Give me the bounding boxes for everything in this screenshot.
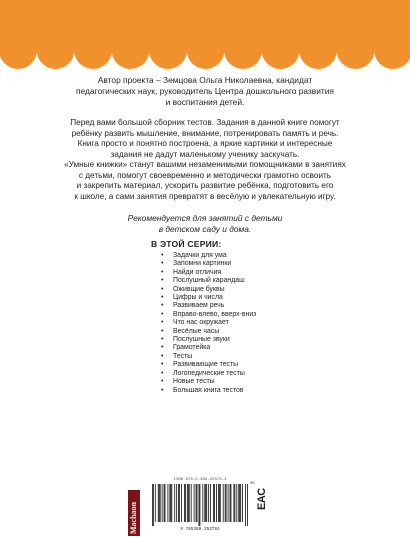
recommend-line: Рекомендуется для занятий с детьми (127, 213, 283, 223)
description-line: к школе, а сами занятия превратят в весёлую и увлекательную игру. (74, 191, 336, 201)
series-item-label: Оживщие буквы (173, 285, 225, 293)
description-line: «Умные книжки» станут вашими незаменимыми помощниками в занятиях (64, 160, 346, 169)
recommend-line: в детском саду и дома. (158, 224, 252, 234)
series-item-label: Что нас окружает (173, 319, 229, 327)
bullet-icon: • (161, 319, 164, 327)
edition-code: 05 (250, 482, 255, 486)
barcode (150, 482, 250, 532)
series-item (158, 302, 256, 310)
series-item-label: Весёлые часы (173, 327, 220, 335)
series-item (158, 269, 256, 277)
series-item-label: Послушные звуки (173, 336, 230, 344)
series-item (158, 286, 256, 294)
description-line: с детьми, помогут своевременно и методически грамотно освоить (78, 170, 332, 180)
series-item (158, 260, 256, 268)
author-line: педагогических наук, руководитель Центра дошкольного развития (76, 86, 334, 96)
series-item (158, 344, 256, 352)
series-item-label: Послушный карандаш (173, 277, 245, 285)
series-item (158, 361, 256, 369)
series-item-label: Развиваем речь (173, 302, 225, 310)
book-description (34, 118, 376, 202)
bullet-icon: • (161, 336, 164, 344)
series-item-label: Развивающие тесты (173, 361, 239, 369)
series-list (158, 252, 256, 395)
series-heading: В ЭТОЙ СЕРИИ: (151, 239, 222, 249)
series-item (158, 353, 256, 361)
series-item-label: Вправо-влево, вверх-вниз (173, 310, 257, 318)
bullet-icon: • (161, 386, 164, 394)
series-item-label: Тесты (173, 352, 193, 360)
barcode-number: 9 785389 253784 (180, 527, 220, 532)
eac-mark: EAC (256, 488, 268, 510)
description-line: Перед вами большой сборник тестов. Задания в данной книге помогут (70, 118, 340, 127)
bullet-icon: • (161, 294, 164, 302)
series-item (158, 328, 256, 336)
publisher-name: Machaon (129, 502, 138, 534)
bullet-icon: • (161, 252, 164, 259)
description-line: и закрепить материал, ускорить развитие ребёнка, подготовить его (76, 181, 334, 190)
series-item (158, 252, 256, 260)
series-item (158, 319, 256, 327)
series-item (158, 387, 256, 395)
bullet-icon: • (161, 310, 164, 318)
author-info (40, 75, 370, 108)
description-line: ребёнку развить мышление, внимание, потренировать память и речь. (71, 128, 339, 138)
series-item-label: Грамотейка (173, 344, 211, 352)
bullet-icon: • (161, 277, 164, 285)
bullet-icon: • (161, 378, 164, 386)
series-item-label: Цифры и числа (173, 294, 223, 302)
series-item (158, 311, 256, 319)
bullet-icon: • (161, 327, 164, 335)
isbn-label: ISBN 978-5-389-25378-4 (173, 478, 227, 482)
series-item-label: Новые тесты (173, 378, 215, 386)
bullet-icon: • (161, 361, 164, 369)
series-item (158, 370, 256, 378)
series-item-label: Логопедические тесты (173, 369, 245, 377)
series-item-label: Найди отличия (173, 268, 222, 276)
bullet-icon: • (161, 369, 164, 377)
description-line: задания не дадут маленькому ученику заскучать. (110, 149, 300, 159)
series-item-label: Запомни картинки (173, 260, 232, 268)
bullet-icon: • (161, 302, 164, 310)
series-item (158, 294, 256, 302)
bullet-icon: • (161, 344, 164, 352)
author-line: Автор проекта – Земцова Ольга Николаевна, кандидат (97, 75, 313, 85)
scalloped-edge (0, 0, 410, 70)
bullet-icon: • (161, 268, 164, 276)
author-line: и воспитания детей. (165, 97, 245, 107)
bullet-icon: • (161, 260, 164, 268)
bullet-icon: • (161, 285, 164, 293)
series-item-label: Большая книга тестов (173, 386, 244, 394)
bullet-icon: • (161, 352, 164, 360)
recommendation (40, 213, 370, 235)
series-item-label: Задачки для ума (173, 252, 227, 259)
series-item (158, 277, 256, 285)
series-item (158, 378, 256, 386)
description-line: Книга просто и понятно построена, а яркие картинки и интересные (77, 139, 333, 148)
